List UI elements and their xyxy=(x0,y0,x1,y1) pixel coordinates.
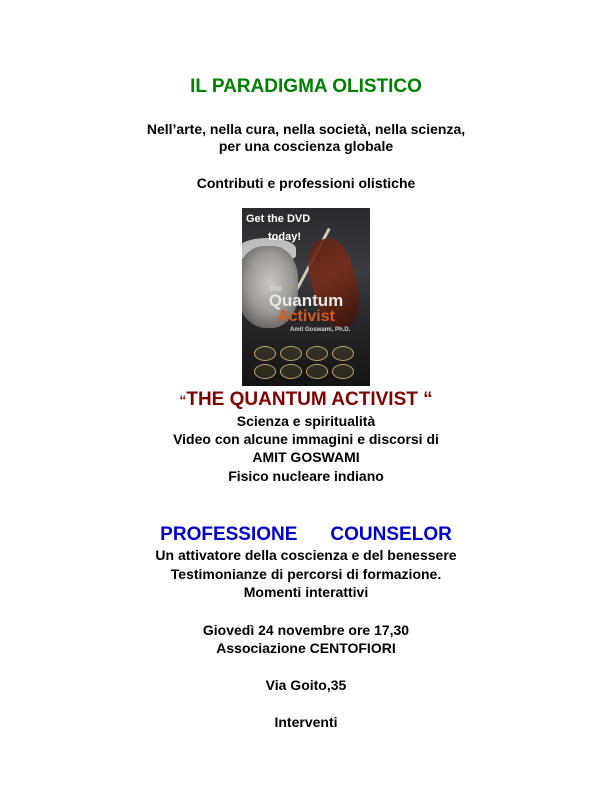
open-quote: “ xyxy=(179,392,187,408)
poster-the: the xyxy=(270,284,282,293)
poster-line-get-dvd: Get the DVD xyxy=(246,213,311,225)
quantum-line-3: AMIT GOSWAMI xyxy=(252,449,360,465)
counselor-title xyxy=(0,525,612,544)
quantum-line-1: Scienza e spiritualità xyxy=(236,413,376,429)
dvd-poster-image xyxy=(242,208,370,386)
counselor-line-1: Un attivatore della coscienza e del benessere xyxy=(155,547,457,563)
counselor-line-3: Momenti interattivi xyxy=(243,584,369,600)
close-quote: “ xyxy=(417,389,433,410)
laurel-icon xyxy=(306,346,328,361)
poster-activist: Activist xyxy=(277,308,335,325)
quantum-line-4: Fisico nucleare indiano xyxy=(228,468,384,484)
contributions-heading: Contributi e professioni olistiche xyxy=(196,175,416,191)
subtitle-line-1: Nell’arte, nella cura, nella società, nella scienza, xyxy=(146,121,466,137)
laurel-icon xyxy=(280,364,302,379)
quantum-line-2: Video con alcune immagini e discorsi di xyxy=(173,431,439,447)
counselor-line-2: Testimonianze di percorsi di formazione. xyxy=(170,566,442,582)
page-title: IL PARADIGMA OLISTICO xyxy=(190,76,422,97)
interventi-heading: Interventi xyxy=(274,714,338,730)
counselor-title-word-1: PROFESSIONE xyxy=(160,524,298,545)
laurel-icon xyxy=(280,346,302,361)
laurel-icon xyxy=(254,346,276,361)
poster-line-today: today! xyxy=(268,231,301,243)
quantum-activist-title xyxy=(0,390,612,409)
poster-quantum: Quantum xyxy=(268,291,344,310)
event-date: Giovedì 24 novembre ore 17,30 xyxy=(202,622,410,638)
subtitle-line-2: per una coscienza globale xyxy=(218,138,394,154)
poster-author: Amit Goswami, Ph.D. xyxy=(290,327,351,333)
event-venue: Associazione CENTOFIORI xyxy=(216,640,396,656)
laurel-icon xyxy=(306,364,328,379)
event-address: Via Goito,35 xyxy=(265,677,347,693)
laurel-icon xyxy=(332,346,354,361)
laurel-icon xyxy=(332,364,354,379)
quantum-activist-title-text: THE QUANTUM ACTIVIST xyxy=(186,389,418,410)
counselor-title-word-2: COUNSELOR xyxy=(330,524,452,545)
laurel-icon xyxy=(254,364,276,379)
